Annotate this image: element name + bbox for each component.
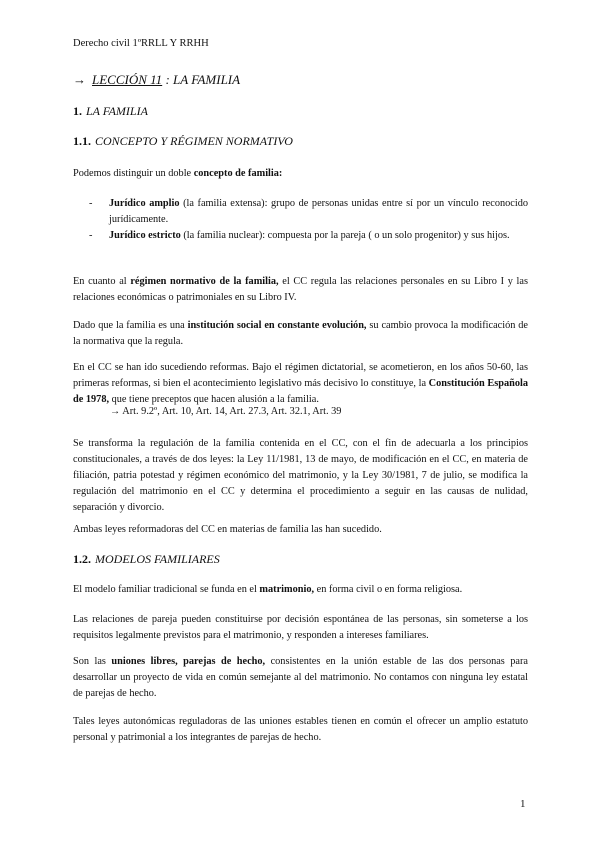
concept-list [89, 196, 528, 244]
bold-run: institución social en constante evolución, [187, 320, 367, 331]
text-run: Podemos distinguir un doble [73, 168, 194, 179]
text-run: En el CC se han ido sucediendo reformas. Bajo el régimen dictatorial, se acometieron, en los años 50-60, las primeras reformas, si bien el acontecimiento legislativo más decisivo lo constituye, la [73, 362, 528, 389]
paragraph-institucion [73, 318, 528, 350]
text-run: que tiene preceptos que hacen alusión a la familia. [109, 394, 319, 405]
dash-bullet: - [89, 198, 93, 209]
text-run: Son las [73, 656, 112, 667]
dash-bullet: - [89, 230, 93, 241]
lesson-title: LA FAMILIA [173, 72, 241, 87]
paragraph-modelo [73, 582, 528, 598]
bold-run: matrimonio, [259, 584, 315, 595]
paragraph-uniones [73, 654, 528, 702]
section-title: LA FAMILIA [86, 104, 148, 118]
paragraph-transforma: Se transforma la regulación de la familia contenida en el CC, con el fin de adecuarla a los principios constitucionales, a través de dos leyes: la Ley 11/1981, 13 de mayo, de modificación en el CC, en materia de filiación, patria potestad y régimen económico del matrimonio, y la Ley 30/1981, 7 de julio, se modifica la regulación del matrimonio en el CC y determina el procedimiento a seguir en las causas de nulidad, separación y divorcio. [73, 438, 528, 513]
lesson-number: LECCIÓN 11 [92, 72, 163, 87]
list-item [89, 196, 528, 228]
text-run: el CC regula las relaciones personales en su Libro I y las relaciones económicas o patrimoniales en su Libro IV. [73, 276, 528, 303]
section-heading-1 [73, 104, 148, 119]
text-run: (la familia extensa): grupo de personas unidas entre sí por un vínculo reconocido jurídicamente. [109, 198, 528, 225]
section-title: MODELOS FAMILIARES [95, 552, 220, 566]
lesson-separator: : [162, 72, 174, 87]
bold-run: Constitución Española de 1978, [73, 378, 528, 405]
paragraph-ambas: Ambas leyes reformadoras del CC en materias de familia las han sucedido. [73, 524, 382, 535]
section-number: 1. [73, 104, 82, 118]
lesson-heading [73, 72, 240, 88]
text-run: (la familia nuclear): compuesta por la pareja ( o un solo progenitor) y sus hijos. [180, 230, 510, 241]
text-run: consistentes en la unión estable de las dos personas para desarrollar un proyecto de vida en común semejante al del matrimonio. No contamos con ninguna ley estatal de parejas de hecho. [73, 656, 529, 699]
page-number: 1 [520, 798, 526, 810]
running-header: Derecho civil 1ºRRLL Y RRHH [73, 38, 209, 49]
paragraph-intro [73, 166, 528, 182]
paragraph-relaciones: Las relaciones de pareja pueden constituirse por decisión espontánea de las personas, sin someterse a los requisitos legalmente previstos para el matrimonio, y responden a intereses familiares. [73, 614, 528, 641]
arrow-icon: → [73, 72, 86, 87]
paragraph-tales: Tales leyes autonómicas reguladoras de las uniones estables tienen en común el ofrecer un amplio estatuto personal y patrimonial a los integrantes de parejas de hecho. [73, 716, 528, 743]
paragraph-regimen [73, 274, 528, 306]
section-title: CONCEPTO Y RÉGIMEN NORMATIVO [95, 134, 293, 148]
bold-run: régimen normativo de la familia, [130, 276, 279, 287]
section-number: 1.1. [73, 134, 91, 148]
bold-run: uniones libres, parejas de hecho, [111, 656, 266, 667]
bold-run: Jurídico estricto [109, 230, 181, 241]
bold-run: Jurídico amplio [109, 198, 180, 209]
section-number: 1.2. [73, 552, 91, 566]
text-run: El modelo familiar tradicional se funda en el [73, 584, 260, 595]
section-heading-1-2 [73, 552, 220, 567]
article-references: → Art. 9.2º, Art. 10, Art. 14, Art. 27.3, Art. 32.1, Art. 39 [110, 406, 342, 417]
paragraph-reformas [73, 360, 528, 408]
bold-run: concepto de familia: [193, 168, 283, 179]
list-item [89, 228, 528, 244]
text-run: En cuanto al [73, 276, 131, 287]
section-heading-1-1 [73, 134, 293, 149]
text-run: en forma civil o en forma religiosa. [314, 584, 463, 595]
text-run: su cambio provoca la modificación de la normativa que la regula. [73, 320, 528, 347]
text-run: Dado que la familia es una [73, 320, 188, 331]
